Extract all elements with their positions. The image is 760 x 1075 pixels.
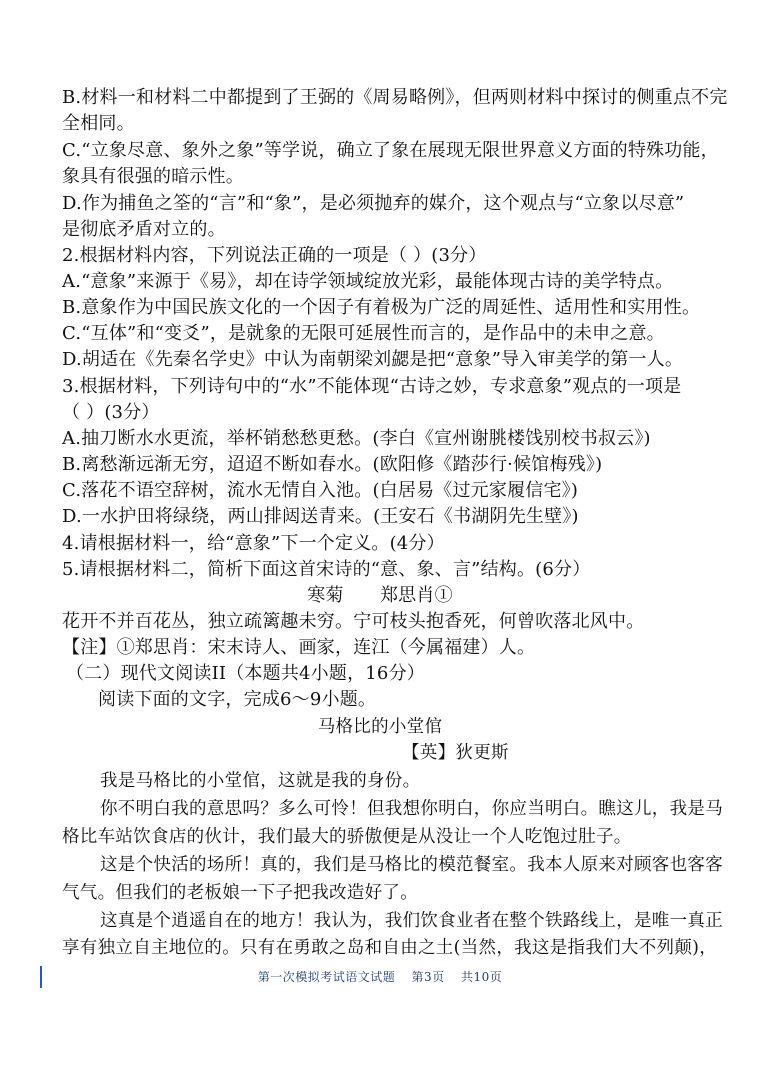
story-para-4-line-1: 这真是个逍遥自在的地方！我认为，我们饮食业者在整个铁路线上，是唯一真正 xyxy=(100,911,723,931)
section-heading: （二）现代文阅读II（本题共4小题，16分） xyxy=(66,663,425,684)
poem-text: 花开不并百花丛，独立疏篱趣未穷。宁可枝头抱香死，何曾吹落北风中。 xyxy=(62,611,645,632)
question-3-line-2: （ ）(3分） xyxy=(62,402,160,423)
option-d-line-2: 是彻底矛盾对立的。 xyxy=(62,219,226,240)
option-d-line-1: D.作为捕鱼之筌的“言”和“象”，是必须抛弃的媒介，这个观点与“立象以尽意” xyxy=(62,193,685,214)
q3-option-b: B.离愁渐远渐无穷，迢迢不断如春水。(欧阳修《踏莎行·候馆梅残》) xyxy=(62,454,603,475)
story-para-2-line-1: 你不明白我的意思吗？多么可怜！但我想你明白，你应当明白。瞧这儿，我是马 xyxy=(100,799,723,819)
page-footer xyxy=(0,968,760,986)
story-para-3-line-1: 这是个快活的场所！真的，我们是马格比的模范餐室。我本人原来对顾客也客客 xyxy=(100,855,723,875)
q3-option-c: C.落花不语空辞树，流水无情自入池。(白居易《过元家履信宅》) xyxy=(62,480,579,501)
q2-option-c: C.“互体”和“变爻”，是就象的无限可延展性而言的，是作品中的未申之意。 xyxy=(62,323,665,344)
story-para-3-line-2: 气气。但我们的老板娘一下子把我改造好了。 xyxy=(62,883,418,903)
q2-option-d: D.胡适在《先秦名学史》中认为南朝梁刘勰是把“意象”导入审美学的第一人。 xyxy=(62,349,684,370)
poem-title: 寒菊 郑思肖① xyxy=(307,585,453,606)
option-b-line-1: B.材料一和材料二中都提到了王弼的《周易略例》，但两则材料中探讨的侧重点不完 xyxy=(62,87,728,108)
story-para-2-line-2: 格比车站饮食店的伙计，我们最大的骄傲便是从没让一个人吃饱过肚子。 xyxy=(62,827,632,847)
footer-total-pages: 共10页 xyxy=(461,970,503,984)
footer-page-number: 第3页 xyxy=(411,970,445,984)
footer-title: 第一次模拟考试语文试题 xyxy=(257,970,396,984)
question-5: 5.请根据材料二，简析下面这首宋诗的“意、象、言”结构。(6分） xyxy=(62,559,591,580)
story-para-1: 我是马格比的小堂倌，这就是我的身份。 xyxy=(100,771,421,791)
option-c-line-2: 象具有很强的暗示性。 xyxy=(62,166,244,187)
question-4: 4.请根据材料一，给“意象”下一个定义。(4分） xyxy=(62,533,445,554)
story-title: 马格比的小堂倌 xyxy=(317,717,443,737)
reading-instruction: 阅读下面的文字，完成6～9小题。 xyxy=(98,689,377,710)
q3-option-a: A.抽刀断水水更流，举杯销愁愁更愁。(李白《宣州谢朓楼饯别校书叔云》) xyxy=(62,428,651,449)
poem-note: 【注】①郑思肖：宋末诗人、画家，连江（今属福建）人。 xyxy=(62,637,536,658)
question-2: 2.根据材料内容，下列说法正确的一项是（ ）(3分） xyxy=(62,245,487,266)
q2-option-b: B.意象作为中国民族文化的一个因子有着极为广泛的周延性、适用性和实用性。 xyxy=(62,297,701,318)
question-3-line-1: 3.根据材料，下列诗句中的“水”不能体现“古诗之妙，专求意象”观点的一项是 xyxy=(62,376,682,397)
story-para-4-line-2: 享有独立自主地位的。只有在勇敢之岛和自由之土(当然，我这是指我们大不列颠)， xyxy=(62,938,718,958)
option-c-line-1: C.“立象尽意、象外之象”等学说，确立了象在展现无限世界意义方面的特殊功能， xyxy=(62,140,719,161)
option-b-line-2: 全相同。 xyxy=(62,113,135,134)
q2-option-a: A.“意象”来源于《易》，却在诗学领域绽放光彩，最能体现古诗的美学特点。 xyxy=(62,271,674,292)
q3-option-d: D.一水护田将绿绕，两山排闼送青来。(王安石《书湖阴先生壁》) xyxy=(62,506,579,527)
story-author: 【英】狄更斯 xyxy=(402,743,509,763)
